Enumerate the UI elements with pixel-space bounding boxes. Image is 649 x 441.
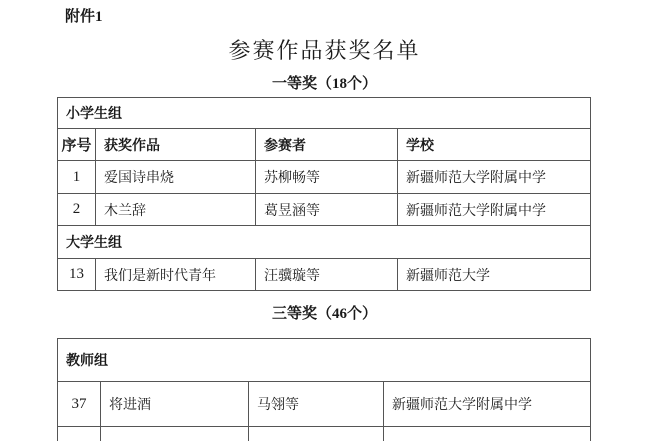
group-header-row-university: [58, 226, 591, 259]
group-name: 小学生组: [58, 98, 591, 129]
col-header-school: 学校: [398, 129, 591, 161]
first-prize-table: [57, 97, 591, 291]
cell-school: 新疆师范大学附属中学: [398, 161, 591, 194]
cell-work: 将进酒: [101, 382, 249, 427]
section-heading-first-prize: 一等奖（18个）: [271, 76, 377, 92]
document-title: 参赛作品获奖名单: [228, 38, 421, 63]
table-row: [58, 161, 591, 194]
table-row: [58, 194, 591, 226]
cell-school: 新疆师范大学附属中学: [398, 194, 591, 226]
col-header-work: 获奖作品: [96, 129, 256, 161]
third-prize-table: [57, 338, 591, 441]
cell-participant: 汪骥璇等: [256, 259, 398, 291]
cell-participant: 苏柳畅等: [256, 161, 398, 194]
table-row: [58, 259, 591, 291]
table-row: [58, 382, 591, 427]
cell-participant: [249, 427, 384, 441]
col-header-index: 序号: [58, 129, 96, 161]
column-header-row: [58, 129, 591, 161]
cell-school: 新疆师范大学: [398, 259, 591, 291]
cell-work: 我们是新时代青年: [96, 259, 256, 291]
section-heading-third-prize: 三等奖（46个）: [271, 306, 377, 322]
cell-work: [101, 427, 249, 441]
cell-work: 木兰辞: [96, 194, 256, 226]
col-header-participant: 参赛者: [256, 129, 398, 161]
cell-school: [384, 427, 591, 441]
table-row-partial: [58, 427, 591, 441]
cell-participant: 马翎等: [249, 382, 384, 427]
attachment-label: 附件1: [65, 9, 103, 25]
cell-index: [58, 427, 101, 441]
cell-participant: 葛昱涵等: [256, 194, 398, 226]
group-name: 教师组: [58, 339, 591, 382]
cell-index: 2: [58, 194, 96, 226]
group-header-row-teacher: [58, 339, 591, 382]
cell-index: 37: [58, 382, 101, 427]
group-name: 大学生组: [58, 226, 591, 259]
cell-school: 新疆师范大学附属中学: [384, 382, 591, 427]
cell-index: 1: [58, 161, 96, 194]
cell-work: 爱国诗串烧: [96, 161, 256, 194]
cell-index: 13: [58, 259, 96, 291]
group-header-row-primary-school: [58, 98, 591, 129]
